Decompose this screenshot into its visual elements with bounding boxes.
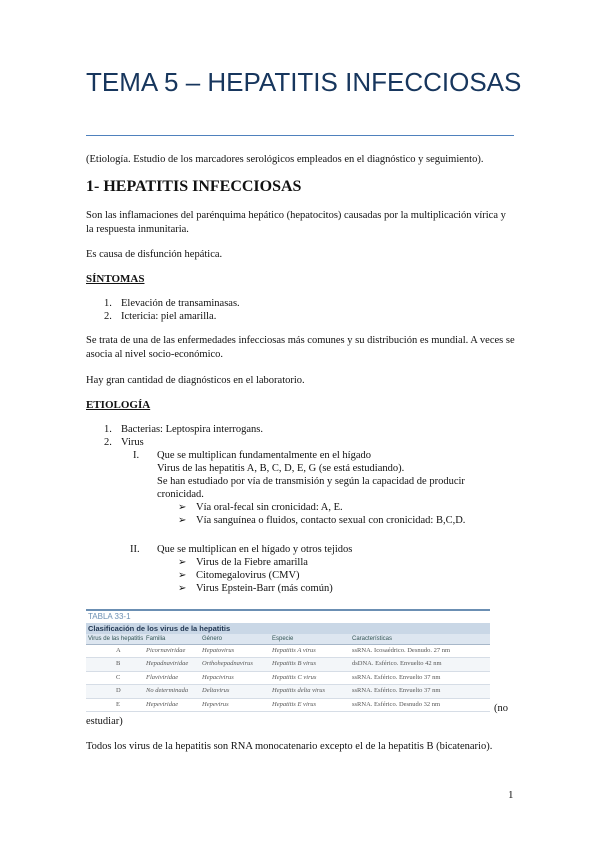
table-cell: Hepeviridae <box>146 700 179 708</box>
table-cell: Hepevirus <box>202 700 229 708</box>
bullet-item: Citomegalovirus (CMV) <box>196 570 300 581</box>
table-caption: Clasificación de los virus de la hepatitis <box>86 623 490 634</box>
table-row <box>86 699 490 712</box>
table-cell: ssRNA. Esférico. Desnudo 32 nm <box>352 700 441 708</box>
paragraph-laboratorio: Hay gran cantidad de diagnósticos en el laboratorio. <box>86 375 305 386</box>
table-header: Virus de las hepatitis <box>88 636 144 642</box>
table-cell: D <box>116 687 121 695</box>
table-cell: ssRNA. Esférico. Envuelto 37 nm <box>352 687 441 695</box>
table-header: Características <box>352 636 393 642</box>
arrow-bullet-icon: ➢ <box>178 502 187 513</box>
table-cell: Hepatitis A virus <box>272 647 316 654</box>
title-underline <box>86 135 514 136</box>
table-cell: Hepadnaviridae <box>146 660 189 668</box>
list-item: Virus <box>121 437 144 448</box>
table-header: Especie <box>272 636 294 642</box>
table-cell: Hepatitis C virus <box>272 673 317 681</box>
table-cell: C <box>116 673 121 681</box>
table-cell: Flaviviridae <box>146 673 179 681</box>
table-cell: Hepacivirus <box>202 673 234 681</box>
list-number: 2. <box>104 311 112 322</box>
paragraph-disfuncion: Es causa de disfunción hepática. <box>86 249 223 260</box>
table-cell: Hepatovirus <box>202 647 235 654</box>
table-cell: Deltavirus <box>202 687 230 695</box>
bullet-item: Vía sanguínea o fluidos, contacto sexual con cronicidad: B,C,D. <box>196 515 466 526</box>
table-label: TABLA 33-1 <box>88 612 131 621</box>
table-cell: dsDNA. Esférico. Envuelto 42 nm <box>352 660 442 668</box>
paragraph-distribucion: Se trata de una de las enfermedades infecciosas más comunes y su distribución es mundial. A veces se asocia al nivel socio-económico. <box>86 335 515 360</box>
table-cell: ssRNA. Icosaédrico. Desnudo. 27 nm <box>352 647 451 654</box>
paragraph-rna: Todos los virus de la hepatitis son RNA monocatenario excepto el de la hepatitis B (bicatenario). <box>86 741 493 752</box>
page-title: TEMA 5 – HEPATITIS INFECCIOSAS <box>86 67 522 97</box>
table-row <box>86 645 490 658</box>
table-cell: Hepatitis delta virus <box>272 687 326 695</box>
table-cell: No determinada <box>146 687 189 695</box>
group-line: cronicidad. <box>157 489 204 500</box>
hepatitis-virus-table <box>86 609 490 713</box>
table-cell: A <box>116 647 121 654</box>
table-note-continuation: estudiar) <box>86 716 123 727</box>
section-heading: 1- HEPATITIS INFECCIOSAS <box>86 178 302 195</box>
page-number: 1 <box>508 789 514 801</box>
table-row <box>86 685 490 698</box>
table-cell: B <box>116 660 121 668</box>
bullet-item: Vía oral-fecal sin cronicidad: A, E. <box>196 502 343 513</box>
arrow-bullet-icon: ➢ <box>178 557 187 568</box>
roman-numeral: I. <box>133 450 140 461</box>
roman-numeral: II. <box>130 544 140 555</box>
table-row <box>86 672 490 685</box>
paragraph-definition: Son las inflamaciones del parénquima hepático (hepatocitos) causadas por la multiplicación vírica y la respuesta inmunitaria. <box>86 210 506 235</box>
list-item: Elevación de transaminasas. <box>121 298 240 309</box>
table-cell: E <box>116 700 120 708</box>
table-cell: Hepatitis B virus <box>272 660 317 668</box>
table-header-row <box>86 634 490 645</box>
group-line: Que se multiplican fundamentalmente en el hígado <box>157 450 372 461</box>
bullet-item: Virus de la Fiebre amarilla <box>196 557 308 568</box>
table-row <box>86 658 490 671</box>
group-line: Virus de las hepatitis A, B, C, D, E, G (se está estudiando). <box>157 463 405 474</box>
table-note-suffix: (no <box>494 703 508 714</box>
list-number: 1. <box>104 424 112 435</box>
bullet-item: Virus Epstein-Barr (más común) <box>196 583 333 594</box>
group-line: Que se multiplican en el hígado y otros tejidos <box>157 544 353 555</box>
list-number: 2. <box>104 437 112 448</box>
table-cell: Picornaviridae <box>146 647 186 654</box>
arrow-bullet-icon: ➢ <box>178 515 187 526</box>
etiologia-heading: ETIOLOGÍA <box>86 399 151 411</box>
list-number: 1. <box>104 298 112 309</box>
table-cell: ssRNA. Esférico. Envuelto 37 nm <box>352 673 441 681</box>
table-cell: Hepatitis E virus <box>272 700 317 708</box>
group-line: Se han estudiado por vía de transmisión y según la capacidad de producir <box>157 476 465 487</box>
intro-paragraph: (Etiología. Estudio de los marcadores serológicos empleados en el diagnóstico y seguimiento). <box>86 154 484 165</box>
arrow-bullet-icon: ➢ <box>178 570 187 581</box>
list-item: Ictericia: piel amarilla. <box>121 311 217 322</box>
sintomas-heading: SÍNTOMAS <box>86 273 145 285</box>
table-cell: Orthohepadnavirus <box>202 660 253 668</box>
table-header: Género <box>202 636 223 642</box>
arrow-bullet-icon: ➢ <box>178 583 187 594</box>
table-body <box>86 645 490 712</box>
table-header: Familia <box>146 636 166 642</box>
list-item: Bacterias: Leptospira interrogans. <box>121 424 263 435</box>
